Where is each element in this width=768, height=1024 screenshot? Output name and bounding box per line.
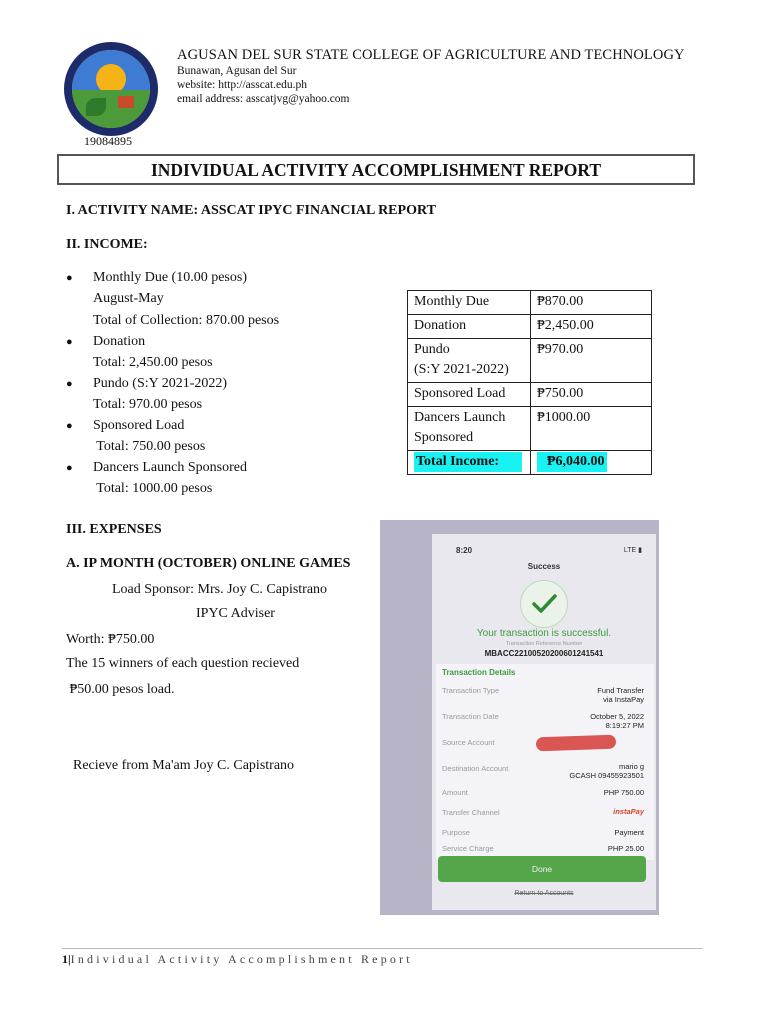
table-cell-line: Dancers Launch <box>414 410 506 425</box>
total-income-value: ₱6,040.00 <box>531 451 652 475</box>
section-expenses: III. EXPENSES <box>66 522 162 537</box>
table-cell-amount: ₱970.00 <box>531 339 652 383</box>
received-from: Recieve from Ma'am Joy C. Capistrano <box>73 758 295 773</box>
instapay-logo: instaPay <box>613 807 644 816</box>
winners-text: The 15 winners of each question recieved <box>66 656 300 671</box>
list-item: Dancers Launch Sponsored <box>93 460 247 475</box>
done-button[interactable]: Done <box>438 856 646 882</box>
list-item: Sponsored Load <box>93 418 185 433</box>
table-cell-item: Sponsored Load <box>408 383 531 407</box>
redaction-mark <box>536 735 616 752</box>
list-item: Total of Collection: 870.00 pesos <box>93 313 280 328</box>
college-seal-logo <box>64 42 158 136</box>
detail-label: Source Account <box>442 738 495 747</box>
reference-number: MBACC2210052020060124154​1 <box>484 649 604 658</box>
section-income: II. INCOME: <box>66 237 148 252</box>
college-address: Bunawan, Agusan del Sur <box>177 65 297 77</box>
phone-time: 8:20 <box>456 546 473 555</box>
detail-label: Amount <box>442 788 468 797</box>
phone-screen <box>432 534 656 910</box>
college-website: website: http://asscat.edu.ph <box>177 79 307 91</box>
footer-text: Individual Activity Accomplishment Report <box>70 952 413 966</box>
table-cell-amount: ₱870.00 <box>531 291 652 315</box>
list-item: Donation <box>93 334 146 349</box>
bullet-icon: ● <box>66 336 73 348</box>
table-cell-item: Monthly Due <box>408 291 531 315</box>
detail-label: Purpose <box>442 828 470 837</box>
detail-label: Transfer Channel <box>442 808 500 817</box>
receipt-photo <box>380 520 659 915</box>
table-cell-line: (S:Y 2021-2022) <box>414 362 509 377</box>
list-item: Total: 1000.00 pesos <box>93 481 213 496</box>
table-row <box>408 339 652 383</box>
details-title: Transaction Details <box>442 668 516 677</box>
list-item: Pundo (S:Y 2021-2022) <box>93 376 228 391</box>
table-cell-item <box>408 339 531 383</box>
section-activity-name: I. ACTIVITY NAME: ASSCAT IPYC FINANCIAL REPORT <box>66 203 436 218</box>
transaction-details-card <box>436 664 654 860</box>
table-row <box>408 291 652 315</box>
subsection-ip-month: A. IP MONTH (OCTOBER) ONLINE GAMES <box>66 556 351 571</box>
list-item: Total: 750.00 pesos <box>93 439 206 454</box>
bullet-icon: ● <box>66 272 73 284</box>
load-sponsor: Load Sponsor: Mrs. Joy C. Capistrano <box>112 582 328 597</box>
signal-status-icon: LTE ▮ <box>623 547 642 554</box>
college-email: email address: asscatjvg@yahoo.com <box>177 93 350 105</box>
bullet-icon: ● <box>66 420 73 432</box>
income-table <box>407 290 652 475</box>
college-name: AGUSAN DEL SUR STATE COLLEGE OF AGRICULTURE AND TECHNOLOGY <box>177 47 685 63</box>
table-cell-amount: ₱1000.00 <box>531 407 652 451</box>
page-footer <box>62 952 413 967</box>
list-item: August-May <box>93 291 164 306</box>
page-number: 1 <box>62 952 68 966</box>
detail-value: Fund Transfer via InstaPay <box>597 686 644 704</box>
detail-label: Destination Account <box>442 764 509 773</box>
detail-value: October 5, 2022 8:19:27 PM <box>590 712 644 730</box>
checkmark-icon <box>520 580 568 628</box>
list-item: Total: 2,450.00 pesos <box>93 355 213 370</box>
table-row <box>408 383 652 407</box>
success-header: Success <box>527 562 561 571</box>
detail-value: mario g GCASH 09455923501 <box>569 762 644 780</box>
bullet-icon: ● <box>66 462 73 474</box>
table-cell-item: Donation <box>408 315 531 339</box>
detail-value: PHP 25.00 <box>607 844 644 853</box>
detail-value: PHP 750.00 <box>603 788 644 797</box>
winners-text-2: ₱50.00 pesos load. <box>66 682 175 697</box>
table-cell-amount: ₱750.00 <box>531 383 652 407</box>
detail-label: Transaction Date <box>442 712 499 721</box>
adviser-title: IPYC Adviser <box>196 606 275 621</box>
reference-label: Transaction Reference Number <box>505 641 583 647</box>
table-cell-line: Pundo <box>414 342 450 357</box>
table-row <box>408 315 652 339</box>
table-row <box>408 407 652 451</box>
list-item: Monthly Due (10.00 pesos) <box>93 270 247 285</box>
detail-value: Payment <box>614 828 644 837</box>
document-code: 19084895 <box>84 134 132 148</box>
success-message: Your transaction is successful. <box>476 628 612 639</box>
table-cell-amount: ₱2,450.00 <box>531 315 652 339</box>
table-row-total <box>408 451 652 475</box>
worth-amount: Worth: ₱750.00 <box>66 632 155 647</box>
detail-label: Service Charge <box>442 844 494 853</box>
total-income-label: Total Income: <box>408 451 531 475</box>
table-cell-item <box>408 407 531 451</box>
footer-separator: | <box>68 952 71 966</box>
bullet-icon: ● <box>66 378 73 390</box>
list-item: Total: 970.00 pesos <box>93 397 203 412</box>
footer-divider <box>62 948 703 949</box>
table-cell-line: Sponsored <box>414 430 474 445</box>
return-link[interactable]: Return to Accounts <box>514 890 574 897</box>
detail-label: Transaction Type <box>442 686 500 695</box>
report-title: INDIVIDUAL ACTIVITY ACCOMPLISHMENT REPORT <box>57 154 695 185</box>
